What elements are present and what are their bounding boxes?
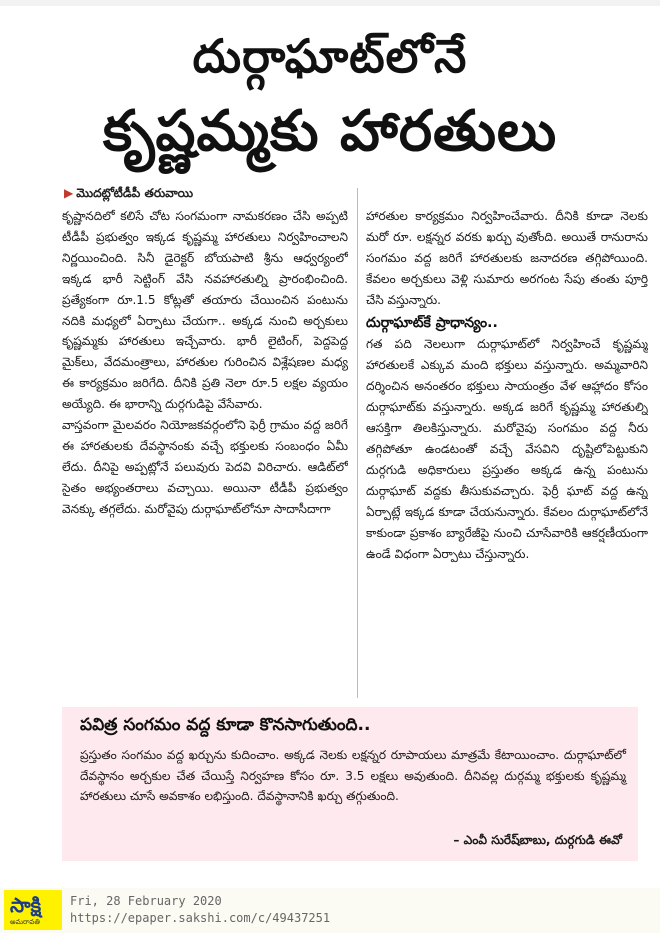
article-paragraph: వాస్తవంగా మైలవరం నియోజకవర్గంలోని ఫెర్రీ గ్రామం వద్ద జరిగే ఈ హారతులకు దేవస్థానంకు వచ్చే భక్తులకు సంబంధం ఏమీ లేదు. దీనిపై అప్పట్లోనే పలువురు పెదవి విరిచారు. ఆడిట్‌లో సైతం అభ్యంతరాలు వచ్చాయి. అయినా టీడీపీ ప్రభుత్వం వెనక్కు తగ్గలేదు. మరోవైపు దుర్గాఘాట్‌లోనూ సాదాసీదాగా <box>62 418 348 516</box>
column-divider <box>357 188 358 698</box>
article-subheading: దుర్గాఘాట్‌కే ప్రాధాన్యం.. <box>366 314 498 331</box>
article-paragraph: కృష్ణానదిలో కలిసే చోట సంగమంగా నామకరణం చేసి అప్పటి టీడీపీ ప్రభుత్వం ఇక్కడ కృష్ణమ్మ హారతులు నిర్వహించాలని నిర్ణయించింది. సినీ డైరెక్టర్ బోయపాటి శ్రీను ఆధ్వర్యంలో ఇక్కడ భారీ సెట్టింగ్ వేసి నవహారతుల్ని ప్రారంభించింది. ప్రత్యేకంగా రూ.1.5 కోట్లతో తయారు చేయించిన పంటును నదికి మధ్యలో ఏర్పాటు చేయగా.. అక్కడ నుంచి అర్చకులు కృష్ణమ్మకు హారతులు ఇచ్చేవారు. భారీ లైటింగ్, పెద్దపెద్ద మైక్‌లు, వేదమంత్రాలు, హారతుల గురించిన విశ్లేషణల మధ్య ఈ కార్యక్రమం జరిగేది. దీనికి ప్రతి నెలా రూ.5 లక్షల వ్యయం అయ్యేది. ఈ భారాన్ని దుర్గగుడిపై వేసేవారు. <box>62 209 348 412</box>
sakshi-logo[interactable] <box>4 890 62 930</box>
arrow-icon: ▶ <box>64 186 74 200</box>
quote-box <box>62 707 638 861</box>
quote-box-title: పవిత్ర సంగమం వద్ద కూడా కొనసాగుతుంది.. <box>80 715 371 735</box>
article-column-left <box>62 206 348 698</box>
epaper-link[interactable]: https://epaper.sakshi.com/c/49437251 <box>70 911 331 925</box>
headline-line-2: కృష్ణమ్మకు హారతులు <box>102 99 558 164</box>
top-strip <box>0 0 660 6</box>
footer <box>0 888 660 933</box>
headline-line-1: దుర్గాఘాట్‌లోనే <box>192 29 468 83</box>
quote-box-signature: – ఎంవీ సురేష్‌బాబు, దుర్గగుడి ఈవో <box>453 833 622 847</box>
byline-text: మొదట్లోటీడీపీ తరువాయి <box>76 186 194 200</box>
edition-date: Fri, 28 February 2020 <box>70 894 222 908</box>
article-paragraph: హారతుల కార్యక్రమం నిర్వహించేవారు. దీనికి కూడా నెలకు మరో రూ. లక్షన్నర వరకు ఖర్చు వుతోంది. అయితే రానురాను సంగమం వద్ద జరిగే హారతులకు జనాదరణ తగ్గిపోయింది. కేవలం అర్చకులు వెళ్లి సుమారు అరగంట సేపు తంతు పూర్తి చేసి వస్తున్నారు. <box>366 209 648 307</box>
byline <box>64 186 193 203</box>
article-paragraph: గత పది నెలలుగా దుర్గాఘాట్‌లో నిర్వహించే కృష్ణమ్మ హారతులకే ఎక్కువ మంది భక్తులు వస్తున్నారు. అమ్మవారిని దర్శించిన అనంతరం భక్తులు సాయంత్రం వేళ ఆహ్లాదం కోసం దుర్గాఘాట్‌కు వస్తున్నారు. అక్కడ జరిగే కృష్ణమ్మ హారతుల్ని ఆసక్తిగా తిలకిస్తున్నారు. మరోవైపు సంగమం వద్ద నీరు తగ్గిపోతూ ఉండటంతో వచ్చే వేసవిని దృష్టిలోపెట్టుకుని దుర్గగుడి అధికారులు ప్రస్తుతం అక్కడ ఉన్న పంటును దుర్గాఘాట్ వద్దకు తీసుకువచ్చారు. ఫెర్రీ ఘాట్ వద్ద ఉన్న ఏర్పాట్లే ఇక్కడ కూడా చేయనున్నారు. కేవలం దుర్గాఘాట్‌లోనే కాకుండా ప్రకాశం బ్యారేజీపై నుంచి చూసేవారికి ఆకర్షణీయంగా ఉండే విధంగా ఏర్పాటు చేస్తున్నారు. <box>366 337 648 561</box>
logo-text: సాక్షి <box>10 893 42 917</box>
article-column-right <box>366 206 648 698</box>
quote-box-body: ప్రస్తుతం సంగమం వద్ద ఖర్చును కుదించాం. అక్కడ నెలకు లక్షన్నర రూపాయలు మాత్రమే కేటాయించాం. దుర్గాఘాట్‌లో దేవస్థానం అర్చకుల చేత చేయిస్తే నిర్వహణ కోసం రూ. 3.5 లక్షలు అవుతుంది. దీనివల్ల దుర్గమ్మ భక్తులకు కృష్ణమ్మ హారతులు చూసే అవకాశం లభిస్తుంది. దేవస్థానానికి ఖర్చు తగ్గుతుంది. <box>80 748 626 803</box>
logo-subtext: అమరావతి <box>10 918 40 926</box>
